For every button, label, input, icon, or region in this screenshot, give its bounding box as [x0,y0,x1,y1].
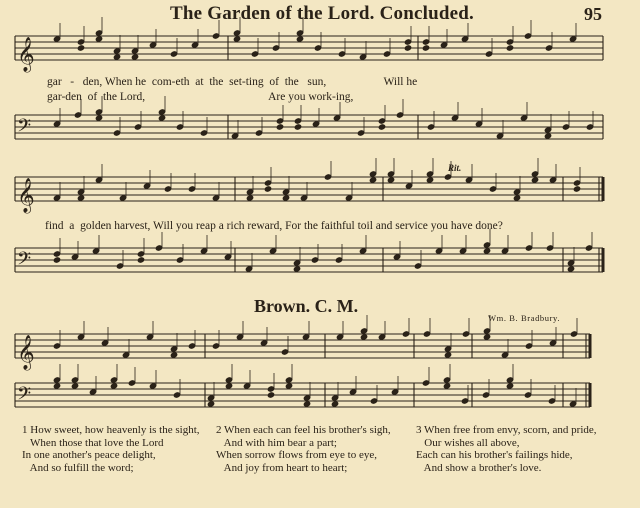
note-head [95,36,103,43]
note-head [387,177,395,184]
note-head [53,383,61,390]
bass-clef-icon: 𝄢 [17,116,32,141]
note-head [294,124,302,131]
tempo-mark: Rit. [448,163,462,173]
lyric-line: gar-den of the Lord, Are you work-ing, [47,91,354,103]
note-head [331,401,339,408]
note-head [77,195,85,202]
note-head [267,392,275,399]
note-head [426,177,434,184]
note-head [513,195,521,202]
note-head [110,383,118,390]
note-head [444,352,452,359]
note-head [158,115,166,122]
hymn-title: Brown. C. M. [254,296,359,316]
note-head [285,383,293,390]
verse-line: Our wishes all above, [416,436,520,449]
note-head [207,401,215,408]
clef-glyphs [17,37,35,409]
verse-line: And show a brother's love. [416,462,542,475]
lyric-line: find a golden harvest, Will you reap a rich reward, For the faithful toil and service you have done? [45,220,503,232]
bass-clef-icon: 𝄢 [17,384,32,409]
note-head [567,266,575,273]
page-number: 95 [584,4,602,24]
verse-line: When those that love the Lord [22,436,164,449]
verse-line: 1 How sweet, how heavenly is the sight, [22,424,200,436]
note-head [506,45,514,52]
verse-line: And joy from heart to heart; [216,462,348,475]
note-head [293,266,301,273]
page-title: The Garden of the Lord. Concluded. [170,3,474,24]
note-head [296,36,304,43]
note-head [303,401,311,408]
note-head [378,124,386,131]
note-head [170,352,178,359]
note-head [531,177,539,184]
note-head [573,186,581,193]
note-head [71,383,79,390]
note-head [95,115,103,122]
note-head [233,36,241,43]
note-head [131,54,139,61]
note-head [53,257,61,264]
note-head [544,133,552,140]
verse-line: And with him bear a part; [216,436,337,449]
verse-3 [416,424,597,475]
note-head [369,177,377,184]
verse-line: When sorrow flows from eye to eye, [216,449,377,462]
note-head [404,45,412,52]
note-head [443,383,451,390]
note-head [113,54,121,61]
note-head [483,334,491,341]
lyric-line: gar - den, When he com-eth at the set-ting of the sun, Will he [47,76,418,88]
treble-clef-icon: 𝄞 [17,335,35,370]
verse-2 [216,424,391,475]
note-head [225,383,233,390]
treble-clef-icon: 𝄞 [17,178,35,213]
note-head [77,45,85,52]
verse-line: In one another's peace delight, [22,449,156,462]
note-head [483,248,491,255]
verse-1 [22,424,200,475]
note-head [422,45,430,52]
verse-line: 3 When free from envy, scorn, and pride, [416,424,597,436]
treble-clef-icon: 𝄞 [17,37,35,72]
note-head [506,383,514,390]
verse-line: 2 When each can feel his brother's sigh, [216,424,391,436]
note-head [276,124,284,131]
note-head [360,334,368,341]
note-head [137,257,145,264]
composer-credit: Wm. B. Bradbury. [488,313,561,323]
note-head [264,186,272,193]
note-head [246,195,254,202]
verse-line: Each can his brother's failings hide, [416,449,573,462]
bass-clef-icon: 𝄢 [17,249,32,274]
note-head [282,195,290,202]
verse-line: And so fulfill the word; [22,462,134,475]
